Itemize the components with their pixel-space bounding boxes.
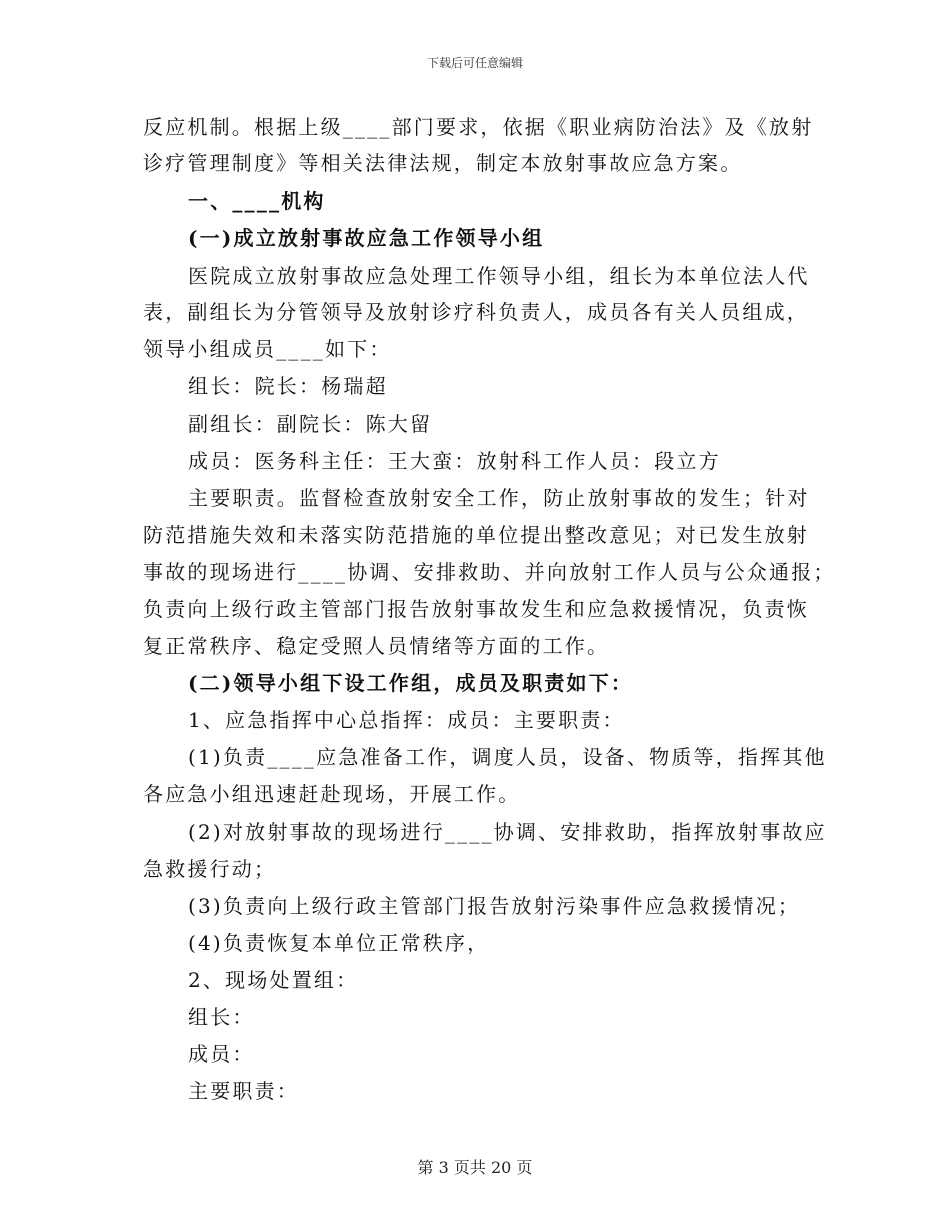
body-line: (2)对放射事故的现场进行____协调、安排救助，指挥放射事故应 xyxy=(188,820,827,844)
body-line: 表，副组长为分管领导及放射诊疗科负责人，成员各有关人员组成， xyxy=(143,300,809,324)
body-line: 复正常秩序、稳定受照人员情绪等方面的工作。 xyxy=(143,634,610,658)
body-line: (3)负责向上级行政主管部门报告放射污染事件应急救援情况； xyxy=(188,894,801,918)
page-footer: 第 3 页共 20 页 xyxy=(417,1158,533,1177)
body-line: 1、应急指挥中心总指挥：成员：主要职责： xyxy=(188,708,625,732)
body-line: 副组长：副院长：陈大留 xyxy=(188,412,433,436)
body-line: 各应急小组迅速赶赴现场，开展工作。 xyxy=(143,782,521,806)
subsection-heading: (二)领导小组下设工作组，成员及职责如下： xyxy=(188,671,634,695)
body-line: 事故的现场进行____协调、安排救助、并向放射工作人员与公众通报； xyxy=(143,560,836,584)
body-line: 2、现场处置组： xyxy=(188,968,359,992)
body-line: 医院成立放射事故应急处理工作领导小组，组长为本单位法人代 xyxy=(188,264,810,288)
body-line: 主要职责： xyxy=(188,1079,299,1103)
body-line: 负责向上级行政主管部门报告放射事故发生和应急救援情况，负责恢 xyxy=(143,597,809,621)
body-line: 成员： xyxy=(188,1042,255,1066)
body-line: 反应机制。根据上级____部门要求，依据《职业病防治法》及《放射 xyxy=(143,115,814,139)
body-line: (4)负责恢复本单位正常秩序， xyxy=(188,931,490,955)
body-line: 组长： xyxy=(188,1005,255,1029)
body-line: 组长：院长：杨瑞超 xyxy=(188,374,388,398)
body-line: 急救援行动； xyxy=(143,857,277,881)
body-line: 主要职责。监督检查放射安全工作，防止放射事故的发生；针对 xyxy=(188,486,810,510)
body-line: 领导小组成员____如下： xyxy=(143,337,392,361)
body-line: 防范措施失效和未落实防范措施的单位提出整改意见；对已发生放射 xyxy=(143,523,809,547)
subsection-heading: (一)成立放射事故应急工作领导小组 xyxy=(188,226,545,250)
body-line: 诊疗管理制度》等相关法律法规，制定本放射事故应急方案。 xyxy=(143,151,743,175)
body-line: (1)负责____应急准备工作，调度人员，设备、物质等，指挥其他 xyxy=(188,745,827,769)
body-line: 成员：医务科主任：王大蛮：放射科工作人员：段立方 xyxy=(188,449,721,473)
section-heading: 一、____机构 xyxy=(188,189,326,213)
page-header: 下载后可任意编辑 xyxy=(426,56,523,70)
